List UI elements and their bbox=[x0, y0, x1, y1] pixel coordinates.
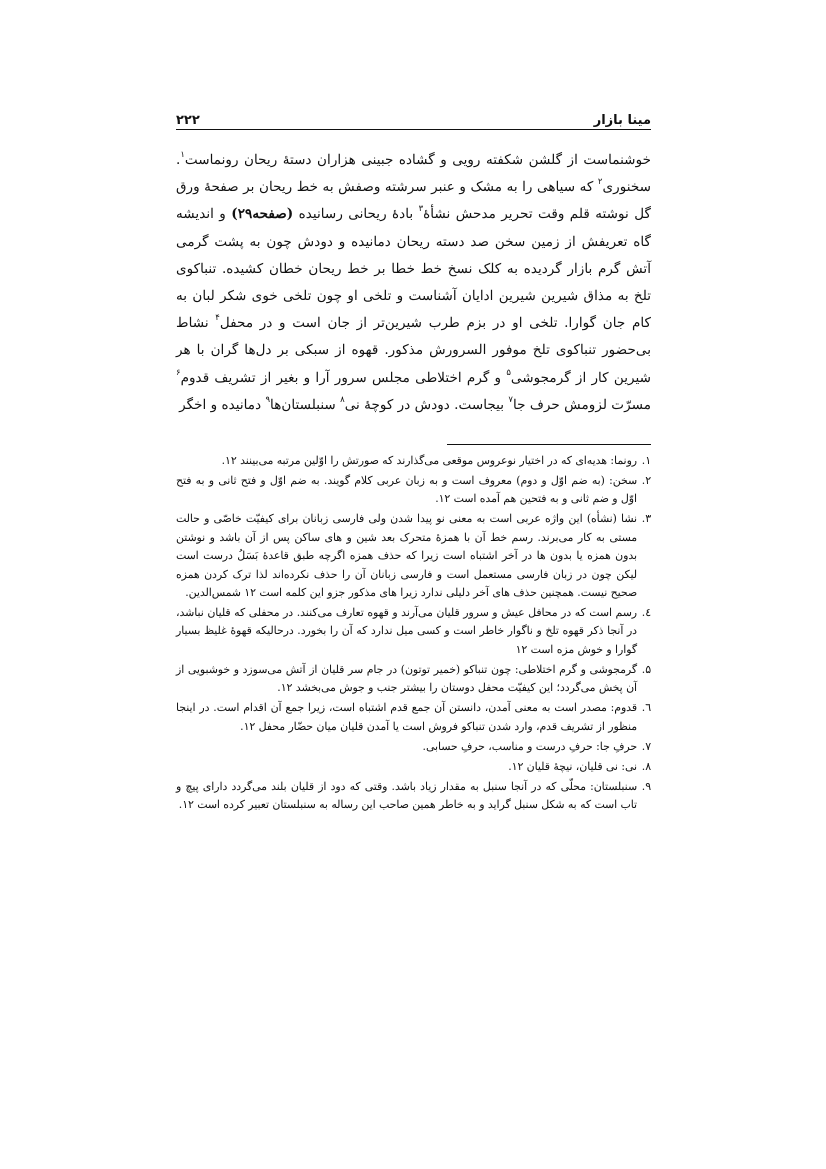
footnote-5 bbox=[176, 661, 651, 698]
footnote-9 bbox=[176, 778, 651, 815]
footnote-mark: ۱ bbox=[180, 150, 185, 160]
footnote-number: ۹. bbox=[641, 779, 651, 793]
footnote-text: رسم است که در محافل عیش و سرور قلیان می‌آرند و قهوه تعارف می‌کنند. در محفلی که قلیان نباشد، در آنجا ذکر قهوه تلخ و ناگوار خاطر است و کسی میل ندارد که آن را بخورد. درحالیکه قهوهٔ غلیظ بسیار گوارا و خوش مزه است ۱۲ bbox=[176, 606, 637, 656]
footnote-number: ۲. bbox=[641, 474, 651, 487]
footnote-8 bbox=[176, 758, 651, 776]
footnote-mark: ۸ bbox=[340, 394, 345, 405]
footnote-text: نشا (نشأه) این واژه عربی است به معنی نو پیدا شدن ولی فارسی زبانان برای کیفیّت خاصّی و حالت مستی به کار می‌برند. رسم خط آن با همزهٔ متحرک بعد شین و های ساکن پس از آن باشد و نوشتن بدون همزه یا بدون ها در آخر اشتباه است زیرا که حذف همزه اگرچه طبق قاعدهٔ بَسَلُ درست است لیکن چون در زبان فارسی مستعمل است و فارسی زبانان آن را حذف نکرده‌اند لذا ترک کردن همزه صحیح نیست. همچنین حذف های آخر دلیلی ندارد زیرا های مذکور جزو این کلمه است ۱۲ شمس‌الدین. bbox=[176, 512, 637, 600]
footnote-mark: ۷ bbox=[508, 394, 513, 405]
footnote-rule bbox=[447, 444, 651, 445]
page-header bbox=[176, 104, 651, 128]
footnote-mark: ۲ bbox=[597, 177, 603, 188]
footnote-number: ۸. bbox=[641, 759, 651, 773]
footnote-number: ۷. bbox=[641, 739, 651, 753]
footnote-text: سخن: (به ضم اوّل و دوم) معروف است و به زبان عربی کلام گویند. به ضم اوّل و فتح ثانی و به فتح اوّل و ضم ثانی و به فتحین هم آمده است ۱۲. bbox=[176, 474, 637, 506]
footnote-number: ۱. bbox=[641, 454, 651, 467]
source-page-marker: (صفحه۲۹) bbox=[231, 206, 294, 223]
footnote-mark: ۶ bbox=[176, 367, 181, 378]
footnote-text: گرمجوشی و گرم اختلاطی: چون تنباکو (خمیر توتون) در جام سر قلیان از آتش می‌سوزد و خوشبویی از آن پخش می‌گردد؛ این کیفیّت محفل دوستان را بیشتر جنب و جوش می‌بخشد ۱۲. bbox=[176, 662, 637, 695]
footnote-number: ٦. bbox=[641, 701, 651, 715]
footnote-mark: ۴ bbox=[215, 313, 220, 324]
footnote-text: رونما: هدیه‌ای که در اختیار نوعروس موقعی می‌گذارند که صورتش را اوّلین مرتبه می‌بینند ۱۲. bbox=[221, 454, 637, 467]
footnote-text: نی: نی قلیان، نیچهٔ قلیان ۱۲. bbox=[508, 759, 637, 773]
main-text bbox=[176, 147, 651, 419]
footnotes bbox=[176, 452, 651, 816]
header-rule bbox=[176, 129, 651, 130]
footnote-1 bbox=[176, 452, 651, 470]
footnote-3 bbox=[176, 510, 651, 602]
footnote-mark: ۹ bbox=[265, 394, 271, 405]
running-title: مینا بازار bbox=[593, 113, 651, 128]
footnote-4 bbox=[176, 604, 651, 659]
footnote-text: قدوم: مصدر است به معنی آمدن، دانستن آن جمع قدم اشتباه است، زیرا جمع آن اقدام است. در اینجا منظور از تشریف قدم، وارد شدن تنباکو فروش است یا آمدن قلیان میان حضّار محفل ۱۲. bbox=[176, 701, 637, 733]
footnote-7 bbox=[176, 738, 651, 756]
main-paragraph: خوشنماست از گلشن شکفته رویی و گشاده جبینی هزاران دستهٔ ریحان رونماست$^۱$. سخنوری$^۲$ که سیاهی را به مشک و عنبر سرشته وصفش به خط ریحان بر صفحهٔ ورق گل نوشته قلم وقت تحریر مدحش نشأهٔ$^۳$ بادهٔ ریحانی رسانیده (صفحه۲۹) و اندیشه گاه تعریفش از زمین سخن صد دسته ریحان دمانیده و دودش چون به پشت گرمی آتش گرم بازار گردیده به کلک نسخ خط خطا بر خط ریحان خطان کشیده. تنباکوی تلخ به مذاق شیرین شیرین ادایان آشناست و تلخی او چون تلخی خوی شکر لبان به کام جان گوارا. تلخی او در بزم طرب شیرین‌تر از جان است و در محفل$^۴$ نشاط بی‌حضور تنباکوی تلخ موفور السرورش مذکور. قهوه از سبکی بر دل‌ها گران با هر شیرین کار از گرمجوشی$^۵$ و گرم اختلاطی مجلس سرور آرا و بغیر از تشریف قدوم$^۶$ مسرّت لزومش حرف جا$^۷$ بیجاست. دودش در کوچهٔ نی$^۸$ سنبلستان‌ها$^۹$ دمانیده و اخگر bbox=[176, 150, 651, 413]
footnote-mark: ۵ bbox=[506, 367, 511, 378]
footnote-number: ۳. bbox=[641, 512, 651, 526]
footnote-text: حرفِ جا: حرفِ درست و مناسب، حرفِ حسابی. bbox=[422, 739, 637, 753]
footnote-number: ٤. bbox=[641, 606, 651, 620]
footnote-number: ۵. bbox=[641, 662, 651, 676]
footnote-6 bbox=[176, 699, 651, 736]
page-number: ۲۲۲ bbox=[176, 113, 200, 128]
footnote-text: سنبلستان: محلّی که در آنجا سنبل به مقدار زیاد باشد. وقتی که دود از قلیان بلند می‌گردد دارای پیچ و تاب است که به شکل سنبل گراید و به خاطر همین صاحب این رساله به سنبلستان تعبیر کرده است ۱۲. bbox=[176, 779, 637, 812]
footnote-mark: ۳ bbox=[418, 204, 424, 215]
footnote-2 bbox=[176, 472, 651, 509]
